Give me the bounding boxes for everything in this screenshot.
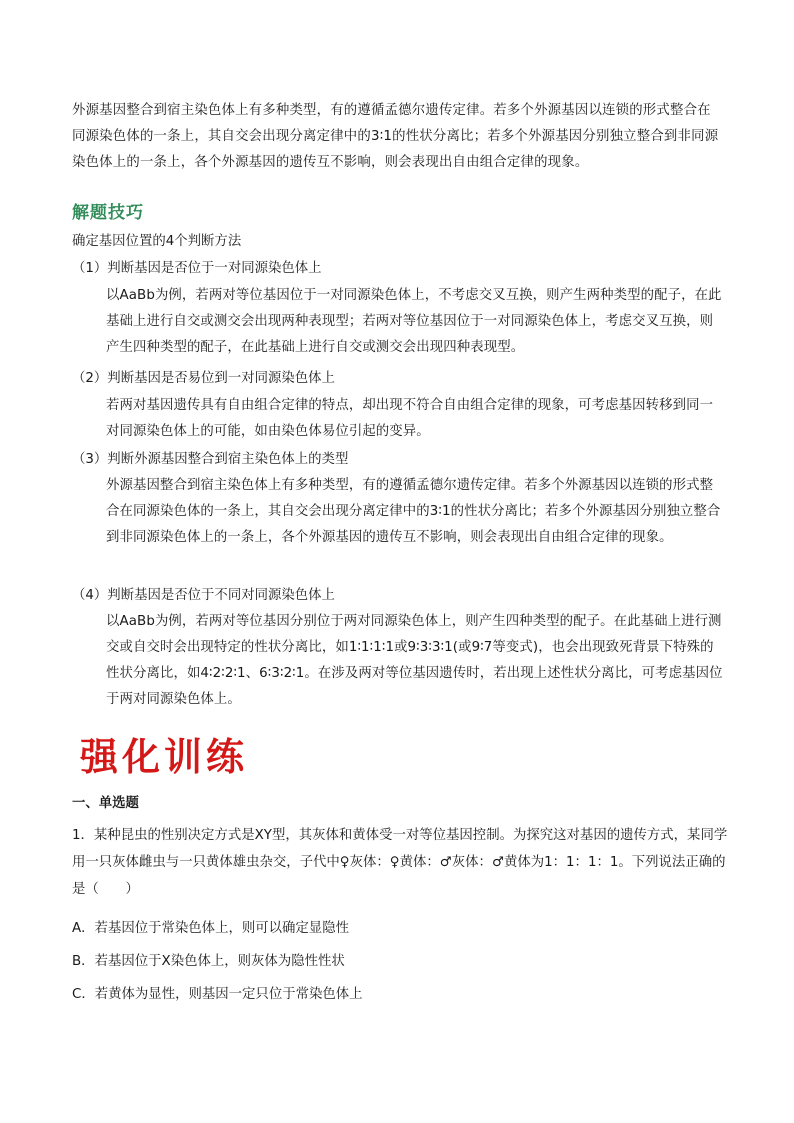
method-2-title: （2）判断基因是否易位到一对同源染色体上: [72, 371, 335, 386]
method-3-body: 外源基因整合到宿主染色体上有多种类型，有的遵循孟德尔遗传定律。若多个外源基因以连锁的形式整合在同源染色体的一条上，其自交会出现分离定律中的3∶1的性状分离比；若多个外源基因分别独立整合到非同源染色体上的一条上，各个外源基因的遗传互不影响，则会表现出自由组合定律的现象。: [106, 478, 721, 545]
practice-heading: 强化训练: [80, 734, 249, 779]
method-2-body: 若两对基因遗传具有自由组合定律的特点，却出现不符合自由组合定律的现象，可考虑基因转移到同一对同源染色体上的可能，如由染色体易位引起的变异。: [106, 398, 714, 439]
option-b: B．若基因位于X染色体上，则灰体为隐性性状: [72, 954, 345, 969]
method-1-title: （1）判断基因是否位于一对同源染色体上: [72, 261, 322, 276]
method-3-title: （3）判断外源基因整合到宿主染色体上的类型: [72, 452, 349, 467]
method-4-body: 以AaBb为例，若两对等位基因分别位于两对同源染色体上，则产生四种类型的配子。在此基础上进行测交或自交时会出现特定的性状分离比，如1∶1∶1∶1或9∶3∶3∶1(或9∶7等变式)，也会出现致死背景下特殊的性状分离比，如4∶2∶2∶1、6∶3∶2∶1。在涉及两对等位基因遗传时，若出现上述性状分离比，可考虑基因位于两对同源染色体上。: [106, 614, 723, 707]
methods-intro: 确定基因位置的4个判断方法: [72, 234, 242, 249]
section-title: 一、单选题: [72, 796, 139, 811]
tips-heading: 解题技巧: [72, 203, 144, 223]
option-a: A．若基因位于常染色体上，则可以确定显隐性: [72, 921, 349, 936]
method-1-body: 以AaBb为例，若两对等位基因位于一对同源染色体上，不考虑交叉互换，则产生两种类型的配子，在此基础上进行自交或测交会出现两种表现型；若两对等位基因位于一对同源染色体上，考虑交叉互换，则产生四种类型的配子，在此基础上进行自交或测交会出现四种表现型。: [106, 288, 722, 355]
intro-paragraph: 外源基因整合到宿主染色体上有多种类型，有的遵循孟德尔遗传定律。若多个外源基因以连锁的形式整合在同源染色体的一条上，其自交会出现分离定律中的3∶1的性状分离比；若多个外源基因分别独立整合到非同源染色体上的一条上，各个外源基因的遗传互不影响，则会表现出自由组合定律的现象。: [72, 103, 719, 170]
option-c: C．若黄体为显性，则基因一定只位于常染色体上: [72, 987, 363, 1002]
question-1-stem: 1．某种昆虫的性别决定方式是XY型，其灰体和黄体受一对等位基因控制。为探究这对基因的遗传方式，某同学用一只灰体雌虫与一只黄体雄虫杂交，子代中♀灰体：♀黄体：♂灰体：♂黄体为1：1：1：1。下列说法正确的是（ ）: [72, 828, 728, 897]
method-4-title: （4）判断基因是否位于不同对同源染色体上: [72, 588, 335, 603]
